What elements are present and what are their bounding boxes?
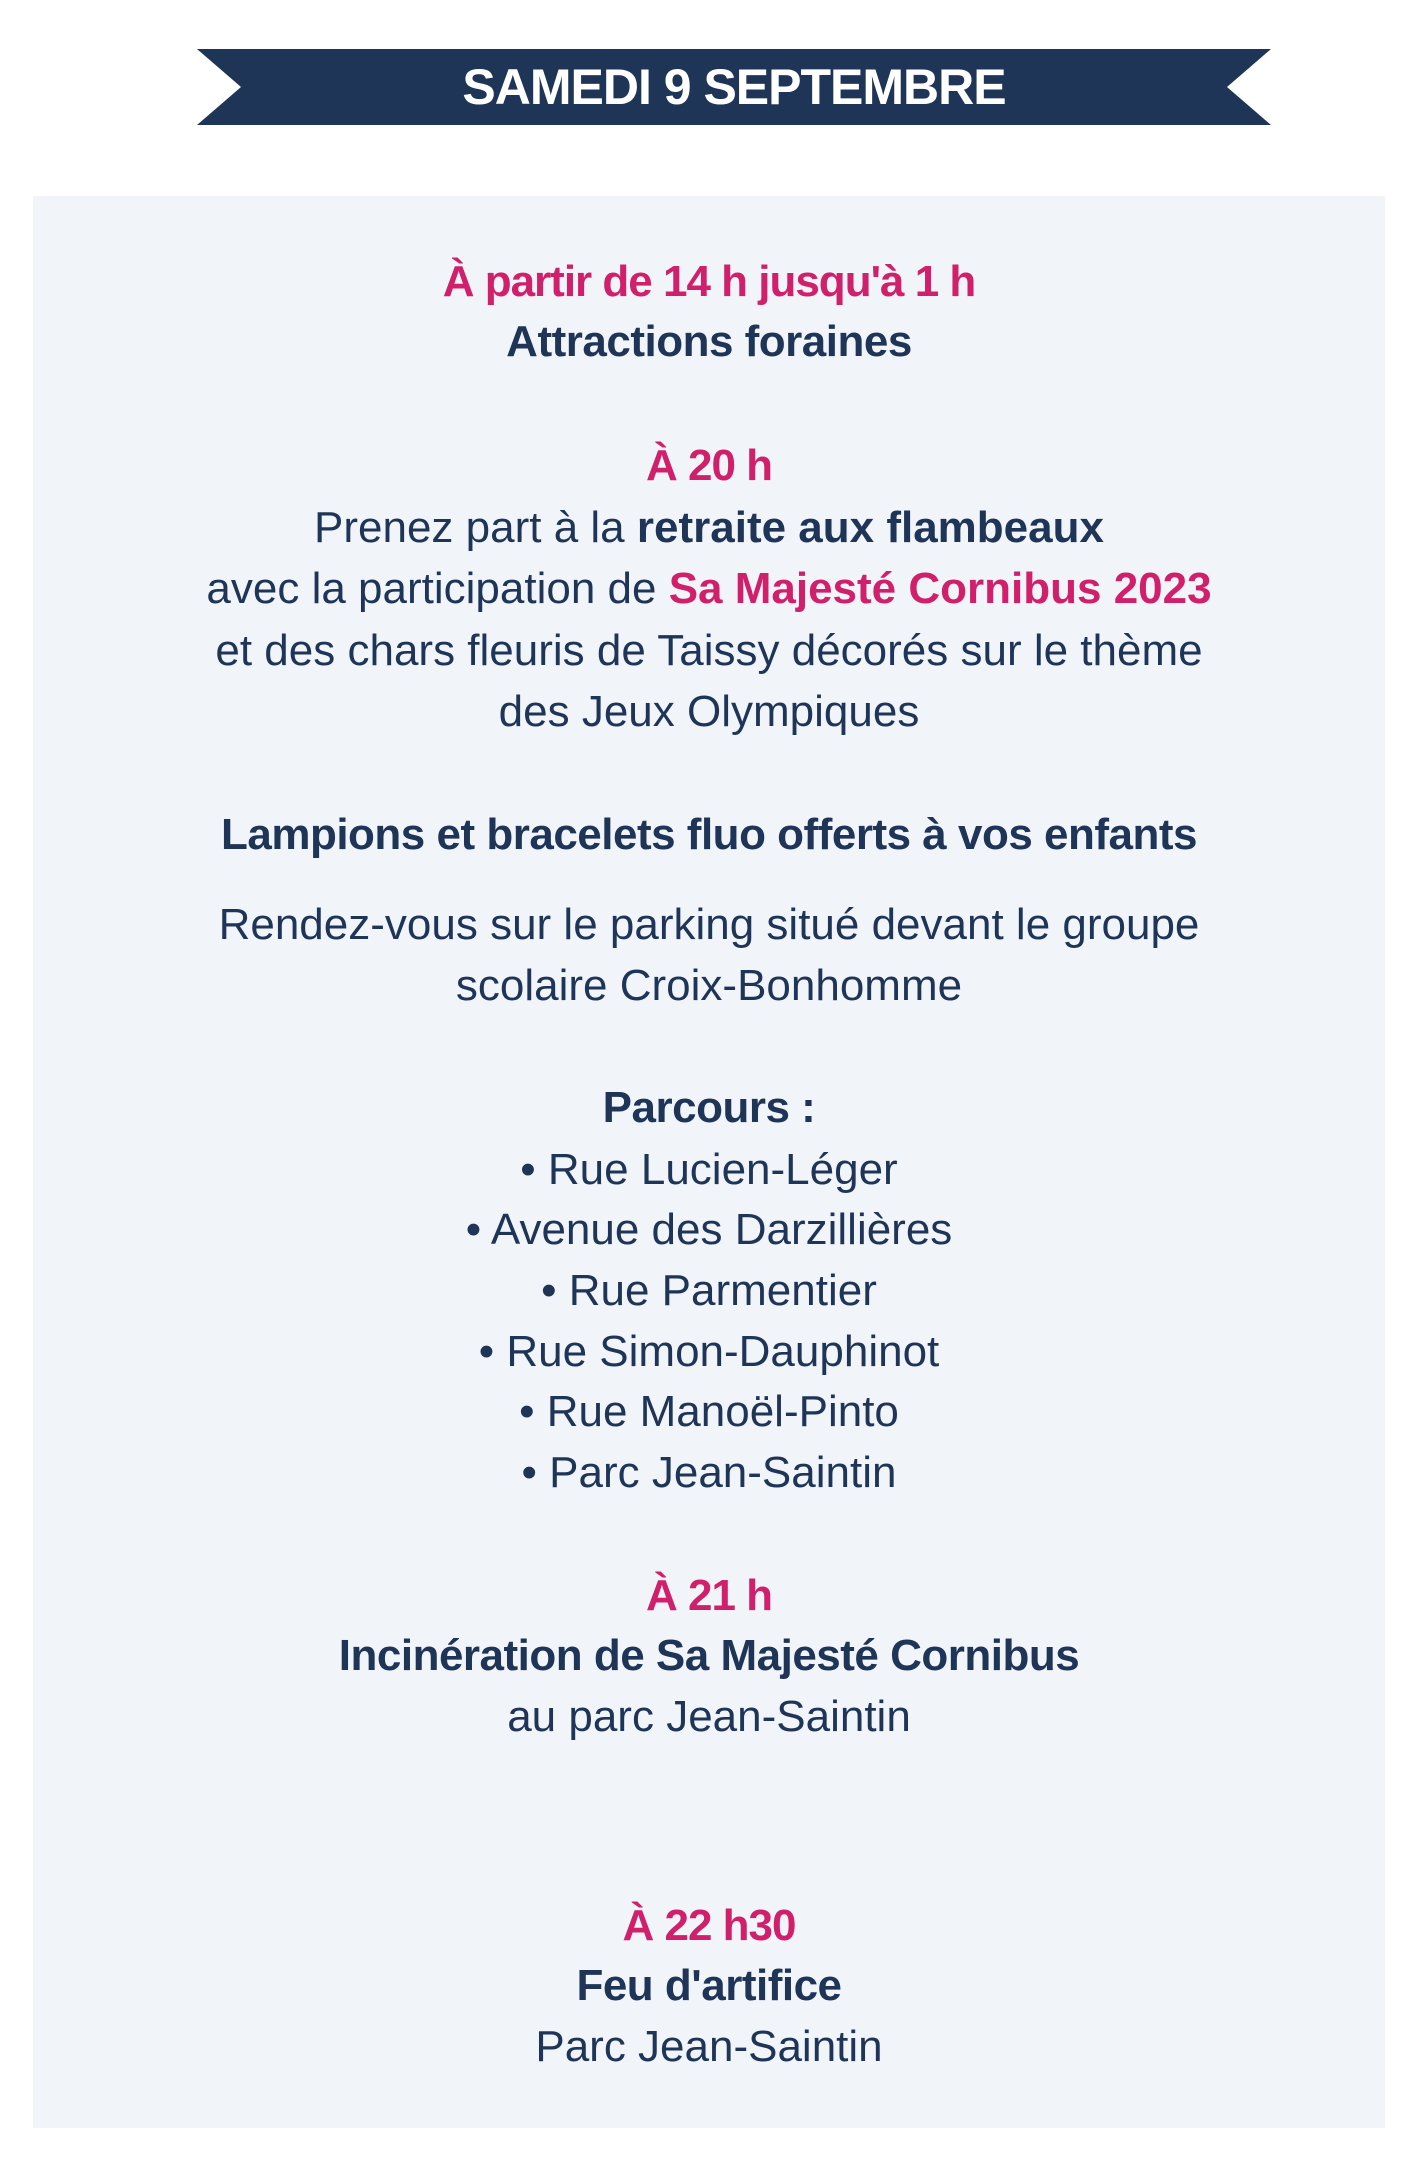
parcours-item: • Rue Lucien-Léger [520, 1145, 898, 1194]
parcours-item: • Rue Simon-Dauphinot [478, 1327, 940, 1376]
parcours-item: • Parc Jean-Saintin [521, 1448, 897, 1497]
parcours-item: • Avenue des Darzillières [465, 1205, 953, 1254]
time-block1: À partir de 14 h jusqu'à 1 h [442, 257, 976, 306]
block2-line3: et des chars fleuris de Taissy décorés sur le thème [215, 626, 1203, 675]
title-block4: Feu d'artifice [576, 1961, 842, 2010]
block2-line2-text: avec la participation de [206, 564, 669, 613]
block2-highlight-cornibus: Sa Majesté Cornibus 2023 [668, 564, 1212, 613]
parcours-title: Parcours : [602, 1083, 816, 1132]
block2-line2 [33, 559, 1385, 619]
block2-line1 [33, 498, 1385, 558]
parcours-item: • Rue Parmentier [541, 1266, 877, 1315]
time-block4: À 22 h30 [622, 1901, 796, 1950]
title-block3: Incinération de Sa Majesté Cornibus [338, 1631, 1080, 1680]
block2-line1-text: Prenez part à la [314, 503, 637, 552]
time-block3: À 21 h [645, 1571, 773, 1620]
block2-highlight-retraite: retraite aux flambeaux [636, 503, 1104, 552]
rdv-line1: Rendez-vous sur le parking situé devant le groupe [218, 900, 1200, 949]
time-block2: À 20 h [645, 441, 773, 490]
block2-line4: des Jeux Olympiques [498, 687, 920, 736]
banner-title: SAMEDI 9 SEPTEMBRE [462, 59, 1006, 115]
sub-block4: Parc Jean-Saintin [535, 2022, 883, 2071]
sub-block3: au parc Jean-Saintin [507, 1692, 911, 1741]
rdv-line2: scolaire Croix-Bonhomme [455, 961, 963, 1010]
parcours-item: • Rue Manoël-Pinto [519, 1387, 899, 1436]
date-banner [197, 49, 1271, 125]
lampions-text: Lampions et bracelets fluo offerts à vos enfants [220, 810, 1197, 859]
title-block1: Attractions foraines [506, 317, 912, 366]
